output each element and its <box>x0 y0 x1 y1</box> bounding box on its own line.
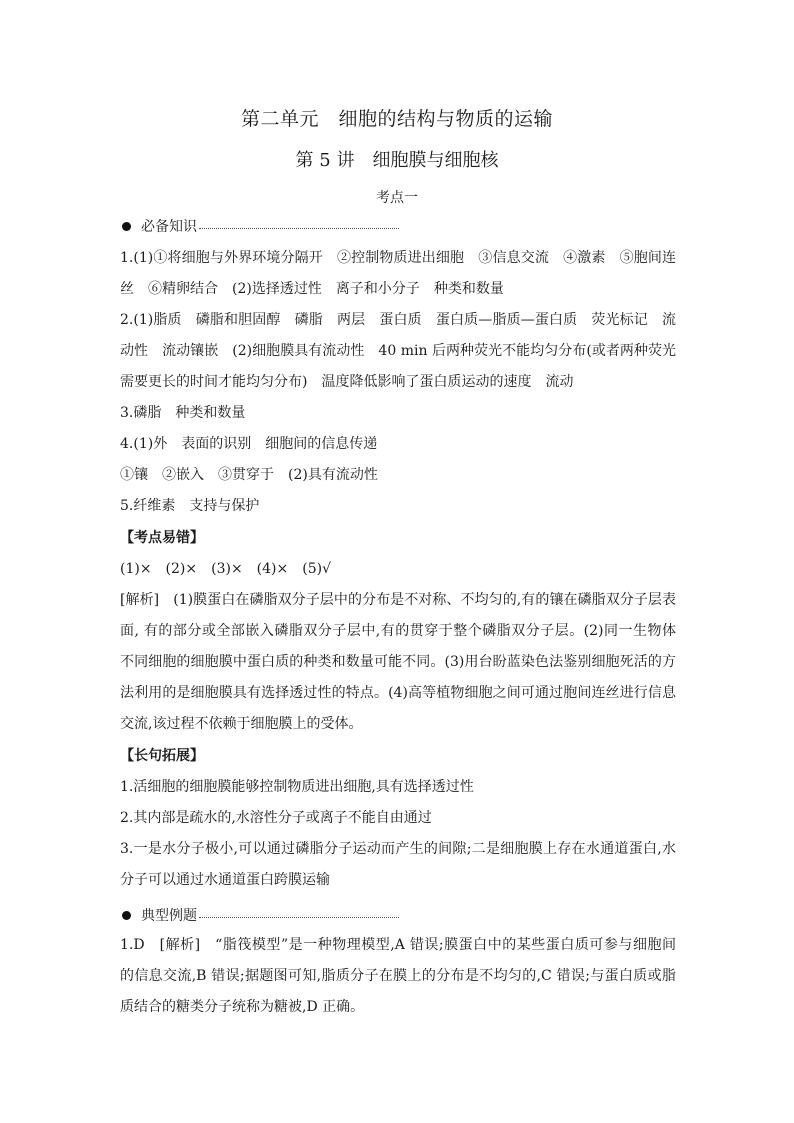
text-line: 1.活细胞的细胞膜能够控制物质进出细胞,具有选择透过性 <box>120 779 474 795</box>
text-line: 3.一是水分子极小,可以通过磷脂分子运动而产生的间隙;二是细胞膜上存在水通道蛋白,水 <box>120 841 676 857</box>
dotted-rule <box>199 917 399 918</box>
answer-block-essential <box>120 243 676 522</box>
bullet-icon <box>122 222 131 231</box>
unit-title: 第二单元 细胞的结构与物质的运输 <box>240 108 553 130</box>
answer-block-examples <box>120 930 676 1023</box>
text-line: 丝 ⑥精卵结合 (2)选择透过性 离子和小分子 种类和数量 <box>120 281 504 297</box>
section-heading-essential-knowledge <box>120 216 399 236</box>
text-line: 的信息交流,B 错误;据题图可知,脂质分子在膜上的分布是不均匀的,C 错误;与蛋白质或脂 <box>120 968 676 984</box>
text-line: 质结合的糖类分子统称为糖被,D 正确。 <box>120 999 365 1015</box>
text-line: 5.纤维素 支持与保护 <box>120 498 260 514</box>
text-line: 不同细胞的细胞膜中蛋白质的种类和数量可能不同。(3)用台盼蓝染色法鉴别细胞死活的方 <box>120 654 676 670</box>
answer-block-long-sentence <box>120 772 676 896</box>
text-line: 4.(1)外 表面的识别 细胞间的信息传递 <box>120 436 378 452</box>
dotted-rule <box>199 228 399 229</box>
text-line: (1)× (2)× (3)× (4)× (5)√ <box>120 561 331 577</box>
text-line: 需要更长的时间才能均匀分布) 温度降低影响了蛋白质运动的速度 流动 <box>120 374 574 390</box>
section-heading-label: 典型例题 <box>141 908 197 924</box>
long-sentence-heading: 【长句拓展】 <box>120 748 204 764</box>
text-line: [解析] (1)膜蛋白在磷脂双分子层中的分布是不对称、不均匀的,有的镶在磷脂双分子层表 <box>120 592 676 608</box>
section-heading-label: 必备知识 <box>141 219 197 235</box>
section-heading-typical-examples <box>120 905 399 925</box>
text-line: 交流,该过程不依赖于细胞膜上的受体。 <box>120 716 363 732</box>
bullet-icon <box>122 911 131 920</box>
text-line: 面, 有的部分或全部嵌入磷脂双分子层中,有的贯穿于整个磷脂双分子层。(2)同一生物体 <box>120 623 676 639</box>
text-line: 分子可以通过水通道蛋白跨膜运输 <box>120 872 330 888</box>
text-line: 法利用的是细胞膜具有选择透过性的特点。(4)高等植物细胞之间可通过胞间连丝进行信息 <box>120 685 676 701</box>
text-line: 1.(1)①将细胞与外界环境分隔开 ②控制物质进出细胞 ③信息交流 ④激素 ⑤胞间连 <box>120 250 676 266</box>
text-line: 1.D [解析] “脂筏模型”是一种物理模型,A 错误;膜蛋白中的某些蛋白质可参与细胞间 <box>120 937 676 953</box>
answer-block-mistakes <box>120 554 676 740</box>
point-title: 考点一 <box>376 190 418 206</box>
text-line: ①镶 ②嵌入 ③贯穿于 (2)具有流动性 <box>120 467 378 483</box>
text-line: 2.(1)脂质 磷脂和胆固醇 磷脂 两层 蛋白质 蛋白质—脂质—蛋白质 荧光标记 流 <box>120 312 676 328</box>
easy-mistakes-heading: 【考点易错】 <box>120 530 204 546</box>
text-line: 2.其内部是疏水的,水溶性分子或离子不能自由通过 <box>120 810 432 826</box>
lecture-title: 第 5 讲 细胞膜与细胞核 <box>295 150 499 171</box>
text-line: 动性 流动镶嵌 (2)细胞膜具有流动性 40 min 后两种荧光不能均匀分布(或者两种荧光 <box>120 343 676 359</box>
text-line: 3.磷脂 种类和数量 <box>120 405 246 421</box>
